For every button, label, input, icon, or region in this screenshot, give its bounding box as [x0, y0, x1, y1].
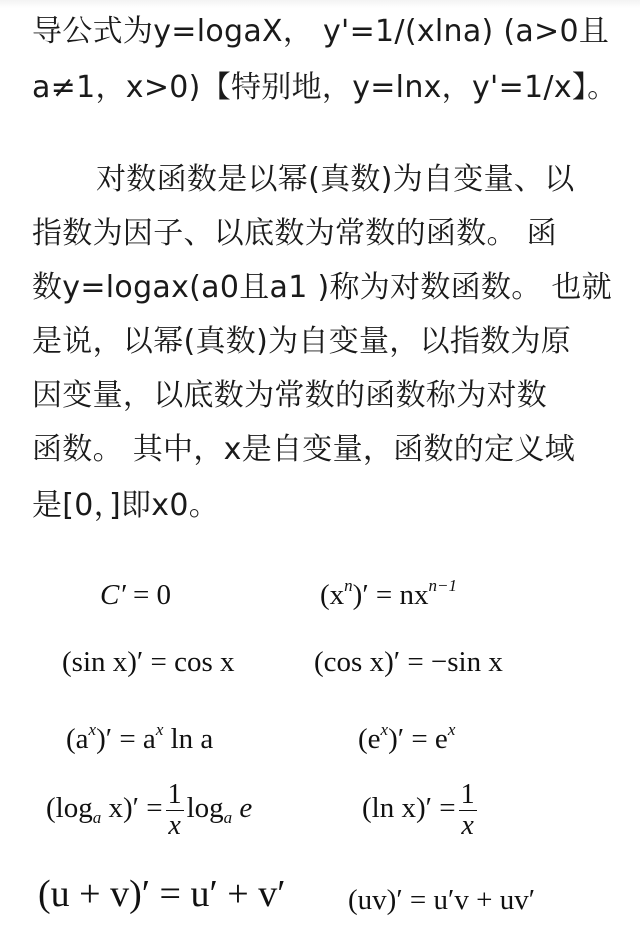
formula-ln: (ln x)′ = $\frac{1}{x}$ — [362, 779, 475, 841]
text-line-1: 导公式为y=logaX， y'=1/(xlna) (a>0且 — [32, 14, 610, 49]
formula-sin: (sin x)′ = cos x — [62, 646, 235, 678]
formula-natural-exp: $(e^x)' = e^x$ — [358, 720, 456, 755]
derivative-formula-table — [0, 560, 640, 928]
top-edge — [0, 0, 640, 8]
formula-exponential: $(a^x)' = a^x$ ln a — [66, 720, 214, 755]
formula-sum-rule: (u + v)′ = u′ + v′ — [38, 873, 286, 915]
text-line-8: 函数。 其中，x是自变量，函数的定义域 — [32, 432, 575, 467]
formula-constant: C′ = 0 — [100, 579, 172, 611]
formula-product-rule: (uv)′ = u′v + uv′ — [348, 884, 536, 916]
formula-power: $(x^n)' = nx^{n-1}$ — [320, 576, 458, 611]
text-line-5: 数y=logax(a0且a1 )称为对数函数。 也就 — [32, 270, 612, 305]
formula-cos: (cos x)′ = −sin x — [314, 646, 503, 678]
text-line-6: 是说，以幂(真数)为自变量，以指数为原 — [32, 324, 572, 359]
text-line-3: 对数函数是以幂(真数)为自变量、以 — [96, 162, 575, 197]
fraction: $\frac{1}{x}$ — [167, 779, 182, 841]
text-line-9: 是[0，]即x0。 — [32, 488, 220, 523]
formula-log: ($\log_a$ x)′ = $\frac{1}{x}$ $\log_a e$ — [46, 779, 253, 841]
fraction: $\frac{1}{x}$ — [460, 779, 475, 841]
text-line-2: a≠1，x>0)【特别地，y=lnx，y'=1/x】。 — [32, 70, 618, 105]
text-line-4: 指数为因子、以底数为常数的函数。 函 — [32, 216, 557, 251]
text-line-7: 因变量，以底数为常数的函数称为对数 — [32, 378, 548, 413]
